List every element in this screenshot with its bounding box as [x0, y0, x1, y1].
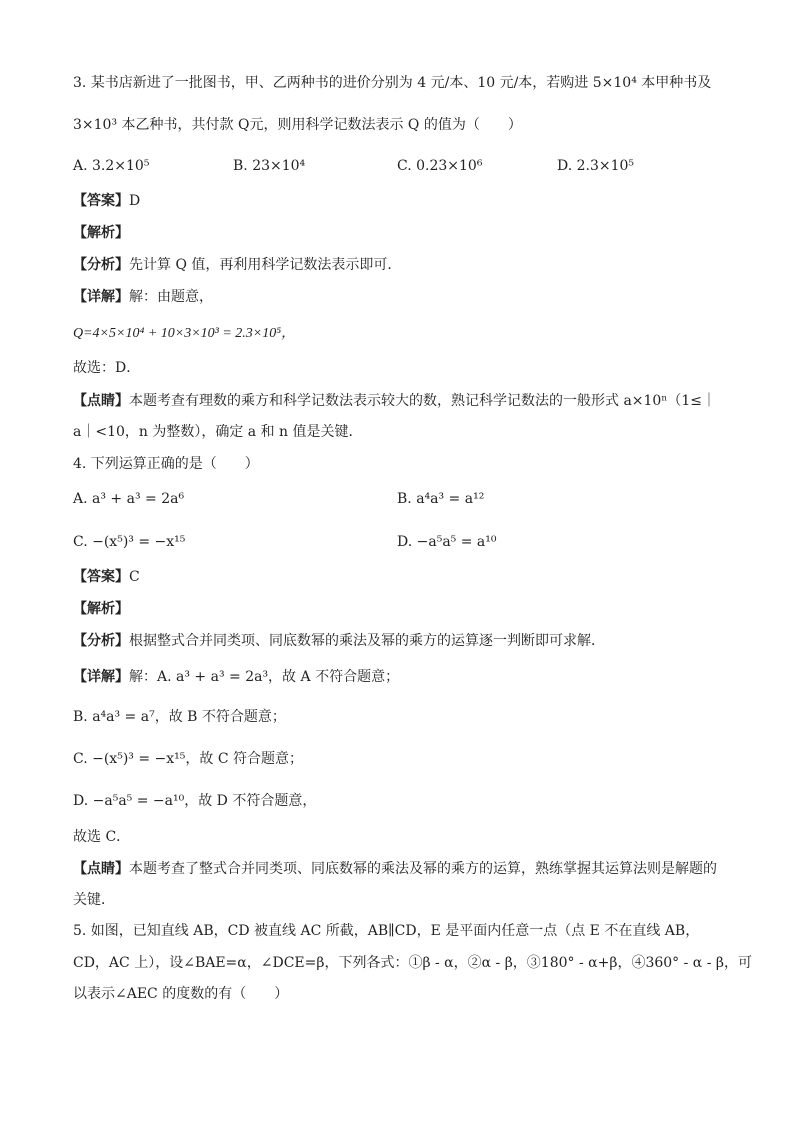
q3-option-d: D. 2.3×10⁵: [557, 158, 635, 174]
q4-stem: 4. 下列运算正确的是（ ）: [73, 456, 259, 472]
q4-fenxi: [73, 632, 605, 650]
q4-detail-c: C. −(x⁵)³ = −x¹⁵，故 C 符合题意；: [73, 751, 303, 767]
comment-text: 本题考查有理数的乘方和科学记数法表示较大的数，熟记科学记数法的一般形式 a×10ⁿ（1≤｜: [129, 393, 717, 409]
q3-comment-line1: [73, 392, 716, 410]
detail-tag: 【详解】: [73, 669, 129, 685]
detail-tag: 【详解】: [73, 289, 129, 305]
q5-stem-line3: 以表示∠AEC 的度数的有（ ）: [73, 986, 289, 1002]
q4-detail-d: D. −a⁵a⁵ = −a¹⁰，故 D 不符合题意，: [73, 793, 317, 809]
q4-comment-line1: [73, 860, 717, 878]
q4-option-b: B. a⁴a³ = a¹²: [397, 491, 485, 507]
fenxi-text: 根据整式合并同类项、同底数幂的乘法及幂的乘方的运算逐一判断即可求解．: [129, 633, 605, 649]
answer-tag: 【答案】: [73, 569, 129, 585]
fenxi-tag: 【分析】: [73, 257, 129, 273]
comment-tag: 【点睛】: [73, 393, 129, 409]
q3-answer: [73, 192, 140, 210]
detail-text: 解：A. a³ + a³ = 2a³，故 A 不符合题意；: [129, 669, 400, 685]
q3-option-a: A. 3.2×10⁵: [73, 158, 150, 174]
q3-formula: Q=4×5×10⁴ + 10×3×10³ = 2.3×10⁵，: [73, 326, 296, 341]
detail-text: 解：由题意，: [129, 289, 213, 305]
q3-fenxi: [73, 256, 401, 274]
q4-option-a: A. a³ + a³ = 2a⁶: [73, 491, 185, 507]
q4-choose: 故选 C．: [73, 829, 131, 845]
answer-value: C: [129, 569, 140, 585]
q3-option-b: B. 23×10⁴: [233, 158, 306, 174]
q3-choose: 故选：D．: [73, 360, 141, 376]
q3-stem-line2: 3×10³ 本乙种书，共付款 Q元，则用科学记数法表示 Q 的值为（ ）: [73, 117, 522, 133]
q3-comment-line2: a｜<10，n 为整数），确定 a 和 n 值是关键．: [73, 424, 363, 440]
q5-stem-line1: 5. 如图，已知直线 AB，CD 被直线 AC 所截，AB∥CD，E 是平面内任意一点（点 E 不在直线 AB，: [73, 923, 700, 939]
q4-option-c: C. −(x⁵)³ = −x¹⁵: [73, 534, 186, 550]
q3-analysis-tag: 【解析】: [73, 225, 129, 241]
q4-answer: [73, 568, 140, 586]
q4-detail-a: [73, 668, 399, 686]
q4-detail-b: B. a⁴a³ = a⁷，故 B 不符合题意；: [73, 709, 286, 725]
q3-detail: [73, 288, 213, 306]
answer-value: D: [129, 193, 141, 209]
q4-comment-line2: 关键．: [73, 892, 115, 908]
answer-tag: 【答案】: [73, 193, 129, 209]
q4-analysis-tag: 【解析】: [73, 601, 129, 617]
comment-tag: 【点睛】: [73, 861, 129, 877]
q5-stem-line2: CD，AC 上），设∠BAE=α，∠DCE=β，下列各式：①β - α，②α - β，③180° - α+β，④360° - α - β，可: [73, 955, 752, 971]
q3-stem-line1: 3. 某书店新进了一批图书，甲、乙两种书的进价分别为 4 元/本、10 元/本，若购进 5×10⁴ 本甲种书及: [73, 75, 712, 91]
comment-text: 本题考查了整式合并同类项、同底数幂的乘法及幂的乘方的运算，熟练掌握其运算法则是解题的: [129, 861, 717, 877]
fenxi-tag: 【分析】: [73, 633, 129, 649]
fenxi-text: 先计算 Q 值，再利用科学记数法表示即可．: [129, 257, 402, 273]
q4-option-d: D. −a⁵a⁵ = a¹⁰: [397, 534, 497, 550]
q3-option-c: C. 0.23×10⁶: [397, 158, 483, 174]
